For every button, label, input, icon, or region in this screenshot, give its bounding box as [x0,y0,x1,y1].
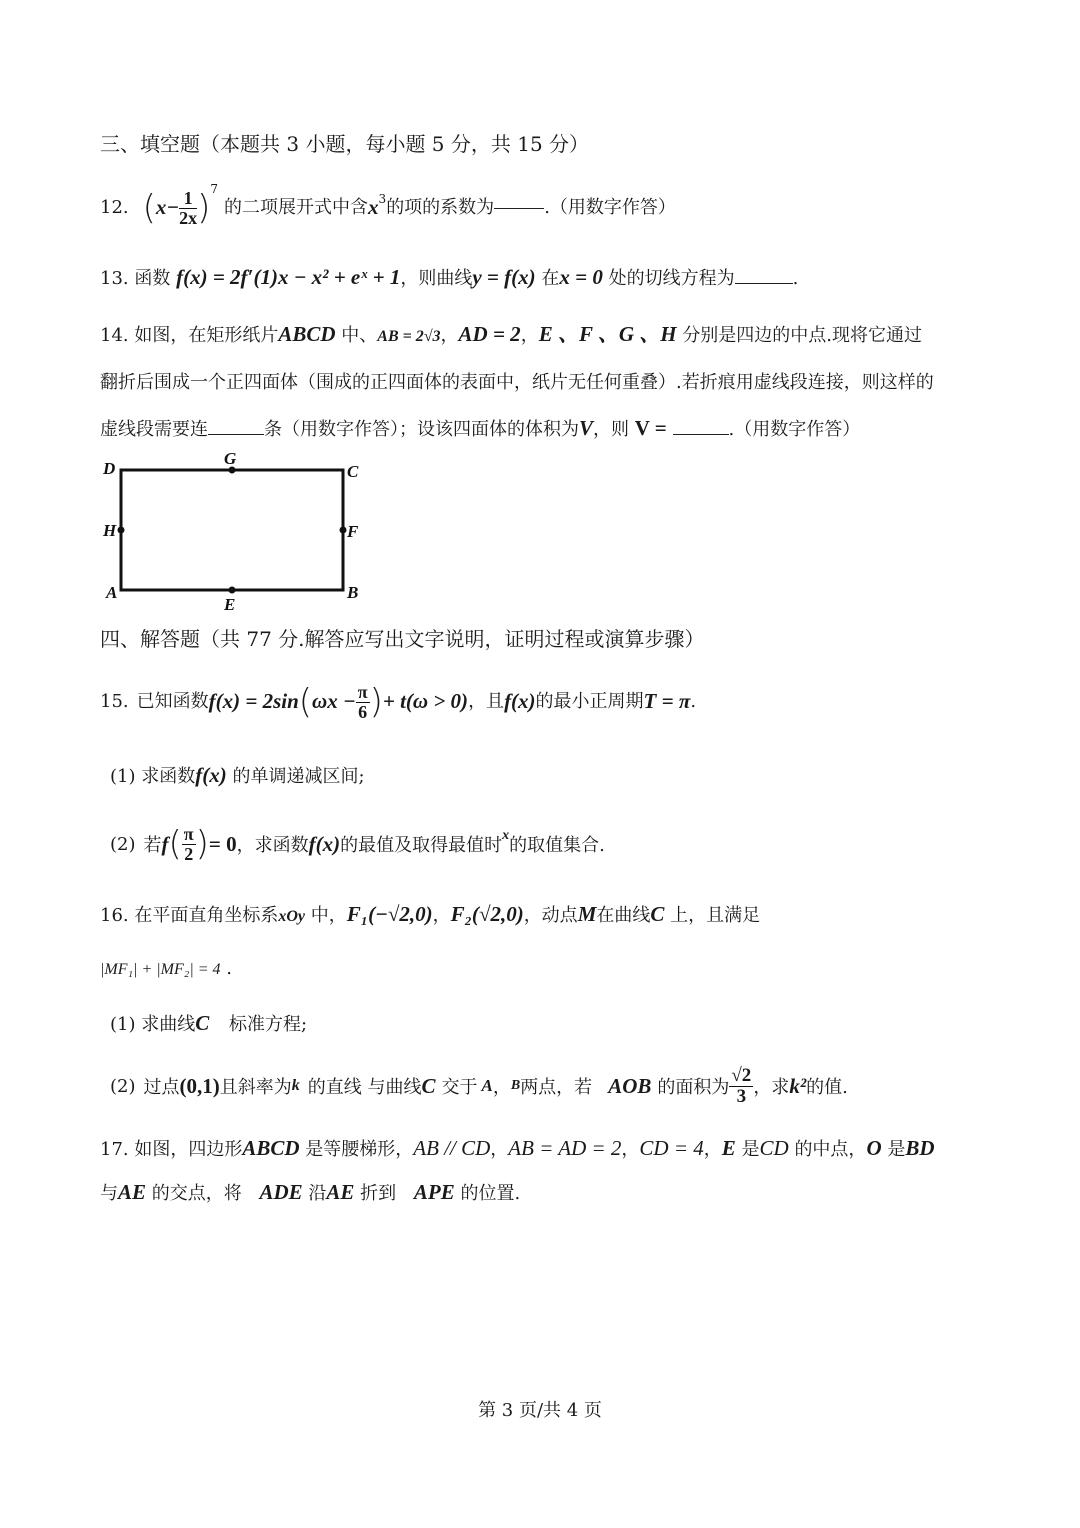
q13-answer-blank[interactable] [735,282,793,284]
q15-sub-1 [110,762,365,788]
label-f: F [347,522,359,541]
q16-f2: F₂(√2,0) [450,902,524,926]
q15-sub2-lparen: ( [168,824,182,864]
q17-o: O [866,1136,882,1160]
label-b: B [347,583,359,602]
q13-number: 13. [100,268,129,289]
q16-sub2-den: 3 [736,1085,747,1107]
q16-sep: ， [432,905,451,926]
q12-frac-num: 1 [179,189,197,209]
rectangle-abcd [121,470,343,590]
midpoint-h [118,527,125,534]
q14-line1-a: 如图，在矩形纸片 [134,325,279,346]
q17-abcd: ABCD [242,1136,300,1160]
q14-line3-d: .（用数字作答） [728,419,861,440]
section-4-title: 四、解答题（共 77 分.解答应写出文字说明，证明过程或演算步骤） [100,627,705,651]
question-14-line-3 [100,416,860,441]
q14-ab: AB = 2√3 [377,328,441,345]
q12-text1: 的二项展开式中含 [224,197,369,219]
q15-rparen: ) [369,681,383,722]
q16-mid1: 中， [310,905,347,926]
q16-f1: F₁(−√2,0) [346,902,433,926]
q16-sub2-c: 的直线 与曲线 [307,1077,422,1098]
q15-post: 的最小正周期 [535,691,644,713]
q16-number: 16. [100,905,129,926]
q15-pi: π [357,681,368,702]
q17-l2-a: 与 [100,1183,118,1204]
q14-number: 14. [100,325,129,346]
q12-text2: 的项的系数为 [386,197,495,219]
q15-f1: f(x) = 2sin [208,689,299,714]
q12-exponent: 7 [210,182,219,196]
midpoint-f [340,527,347,534]
question-16 [100,902,760,927]
q15-lparen: ( [298,681,313,722]
q15-fx: f(x) [504,689,536,714]
q15-sub2-fraction [182,825,196,864]
q16-sub2-B: B [510,1078,521,1093]
page-footer: 第 3 页/共 4 页 [478,1400,602,1421]
q12-text3: .（用数字作答） [544,197,676,219]
q14-line3-a: 虚线段需要连 [100,419,208,440]
q12-expr-x: x− [155,195,180,220]
q15-sub2-f: f [161,831,169,856]
q16-sub2-pt: (0,1) [179,1073,220,1098]
q15-sub2-pi: π [183,823,194,844]
q17-number: 17. [100,1139,129,1160]
q17-ae: AE [118,1180,147,1204]
q13-post: 处的切线方程为 [608,268,735,289]
label-a: A [106,583,118,602]
q16-sub1-num: (1) [110,1014,136,1035]
q16-dot: . [226,958,232,979]
q15-sub2-num: (2) [110,833,136,855]
q15-sub2-rparen: ) [195,824,209,864]
q15-sub2-fx: f(x) [308,831,341,856]
q12-var: x [368,195,379,220]
q17-l1-b: 是等腰梯形， [305,1139,414,1160]
q16-sub2-h: 的值. [806,1077,848,1098]
midpoint-e [229,587,236,594]
q14-ad: AD = 2 [458,322,521,346]
q16-cond: |MF₁| + |MF₂| = 4 [100,961,221,978]
question-14-line-2: 翻折后围成一个正四面体（围成的正四面体的表面中，纸片无任何重叠）.若折痕用虚线段连接，则这样的 [100,372,934,393]
q15-sub2-a: 若 [143,835,162,856]
q16-sub2-a: 过点 [143,1077,180,1098]
q17-c3: ， [703,1139,722,1160]
q16-sub2-A: A [481,1076,493,1095]
q16-sub2-aob: AOB [608,1073,652,1098]
q15-sub1-b: 的单调递减区间; [232,766,365,787]
q15-sub1-a: 求函数 [141,766,196,787]
q15-sub2-x: x [502,828,510,843]
q17-cd2: CD [759,1136,789,1160]
q13-formula: f(x) = 2f′(1)x − x² + eˣ + 1 [176,265,401,289]
q13-end: . [792,268,799,289]
question-14-line-1 [100,322,922,347]
q16-sub2-cc: C [421,1073,436,1098]
q17-l1-d: 的中点， [794,1139,867,1160]
q16-sub2-e: 两点，若 [520,1077,593,1098]
q17-l2-b: 的交点，将 [151,1183,242,1204]
question-15 [100,672,696,732]
q16-sub1-c: C [195,1011,210,1035]
q15-sub2-d: 的取值集合. [509,835,605,856]
q12-lparen: ( [142,187,156,228]
q12-var-exp: 3 [378,192,387,206]
q16-sub1-b: 标准方程; [228,1014,308,1035]
q15-six: 6 [358,701,368,722]
q16-mid2: ，动点 [523,905,578,926]
q14-vol: V [579,416,594,440]
q17-e: E [721,1136,736,1160]
q14-line1-c: 分别是四边的中点.现将它通过 [682,325,923,346]
q16-xoy: xOy [278,908,306,925]
q17-c2: ， [621,1139,640,1160]
q16-sub2-fraction [729,1066,753,1107]
question-17-line-2 [100,1180,520,1205]
q16-sub-2 [110,1058,848,1114]
q14-answer-blank-1[interactable] [208,433,264,435]
q14-comma-2: ， [520,325,539,346]
q12-frac-den: 2x [179,207,198,228]
question-13 [100,265,798,290]
q17-l2-c: 沿 [308,1183,327,1204]
q17-c1: ， [490,1139,509,1160]
q15-inner: ωx − [312,689,356,714]
q12-rparen: ) [197,187,211,228]
q15-sub1-num: (1) [110,766,136,787]
q15-sub2-c: 的最值及取得最值时 [340,835,503,856]
q13-mid: ，则曲线 [400,268,473,289]
q16-sub2-g: ，求 [753,1077,790,1098]
q17-bd: BD [905,1136,935,1160]
q17-l1-c: 是 [741,1139,760,1160]
label-h: H [103,521,117,540]
q14-line3-b: 条（用数字作答）；设该四面体的体积为 [264,419,579,440]
q15-sub-2 [110,814,605,874]
q14-answer-blank-2[interactable] [673,433,729,435]
q14-veq: V = [634,416,667,440]
q16-sub2-num: (2) [110,1075,136,1097]
q14-rect: ABCD [278,322,336,346]
q16-sub2-num2: √2 [731,1064,752,1086]
q15-tail: + t(ω > 0) [382,689,469,714]
q17-l2-e: 的位置. [460,1183,521,1204]
q14-line1-b: 中、 [341,325,378,346]
q16-sub2-f: 的面积为 [657,1077,730,1098]
q16-sub2-d: 交于 [441,1077,478,1098]
q17-cd: CD = 4 [639,1136,704,1160]
q15-mid: ，且 [468,691,505,713]
q17-par: AB // CD [413,1136,491,1160]
q15-sub1-fx: f(x) [195,763,227,787]
q15-tpi: T = π [643,689,691,714]
question-12 [100,178,676,238]
label-c: C [347,462,359,481]
q13-at: 在 [541,268,560,289]
question-17-line-1 [100,1136,935,1161]
q16-pre: 在平面直角坐标系 [134,905,279,926]
q13-pre: 函数 [134,268,171,289]
q17-ade: ADE [259,1180,303,1204]
q16-sub2-b: 且斜率为 [219,1077,292,1098]
q17-l1-a: 如图，四边形 [134,1139,243,1160]
q16-sub2-k: k [291,1077,300,1094]
q15-end: . [690,691,697,713]
label-d: D [103,459,116,478]
q14-comma: ， [440,325,459,346]
q17-eq1: AB = AD = 2 [508,1136,622,1160]
q17-ae2: AE [326,1180,355,1204]
section-3-title: 三、填空题（本题共 3 小题，每小题 5 分，共 15 分） [100,132,590,156]
q16-c: C [650,902,665,926]
q16-post: 上，且满足 [670,905,761,926]
q15-sub2-two: 2 [184,843,194,864]
q16-sub2-comma: ， [492,1077,511,1098]
q15-sub2-b: ，求函数 [236,835,309,856]
label-e: E [224,595,236,614]
q15-pre: 已知函数 [136,691,209,713]
q16-sub2-k2: k² [789,1073,807,1098]
q16-mid3: 在曲线 [596,905,651,926]
q12-fraction [179,189,197,228]
q15-fraction [356,683,370,722]
q16-sub-1 [110,1010,307,1036]
q15-number: 15. [100,691,129,713]
q16-condition-line [100,958,232,980]
q15-sub2-eq: = 0 [208,831,237,856]
q12-number: 12. [100,197,129,219]
q16-m: M [577,902,597,926]
q13-point: x = 0 [559,265,603,289]
label-g: G [224,450,237,468]
rectangle-figure [100,450,370,616]
q17-ape: APE [413,1180,455,1204]
q12-answer-blank[interactable] [494,207,544,209]
q16-sub1-a: 求曲线 [141,1014,196,1035]
q17-l1-e: 是 [887,1139,906,1160]
q13-curve: y = f(x) [472,265,536,289]
q14-line3-c: ，则 [593,419,630,440]
q17-l2-d: 折到 [360,1183,397,1204]
q14-points: E 、F 、G 、H [538,322,677,346]
